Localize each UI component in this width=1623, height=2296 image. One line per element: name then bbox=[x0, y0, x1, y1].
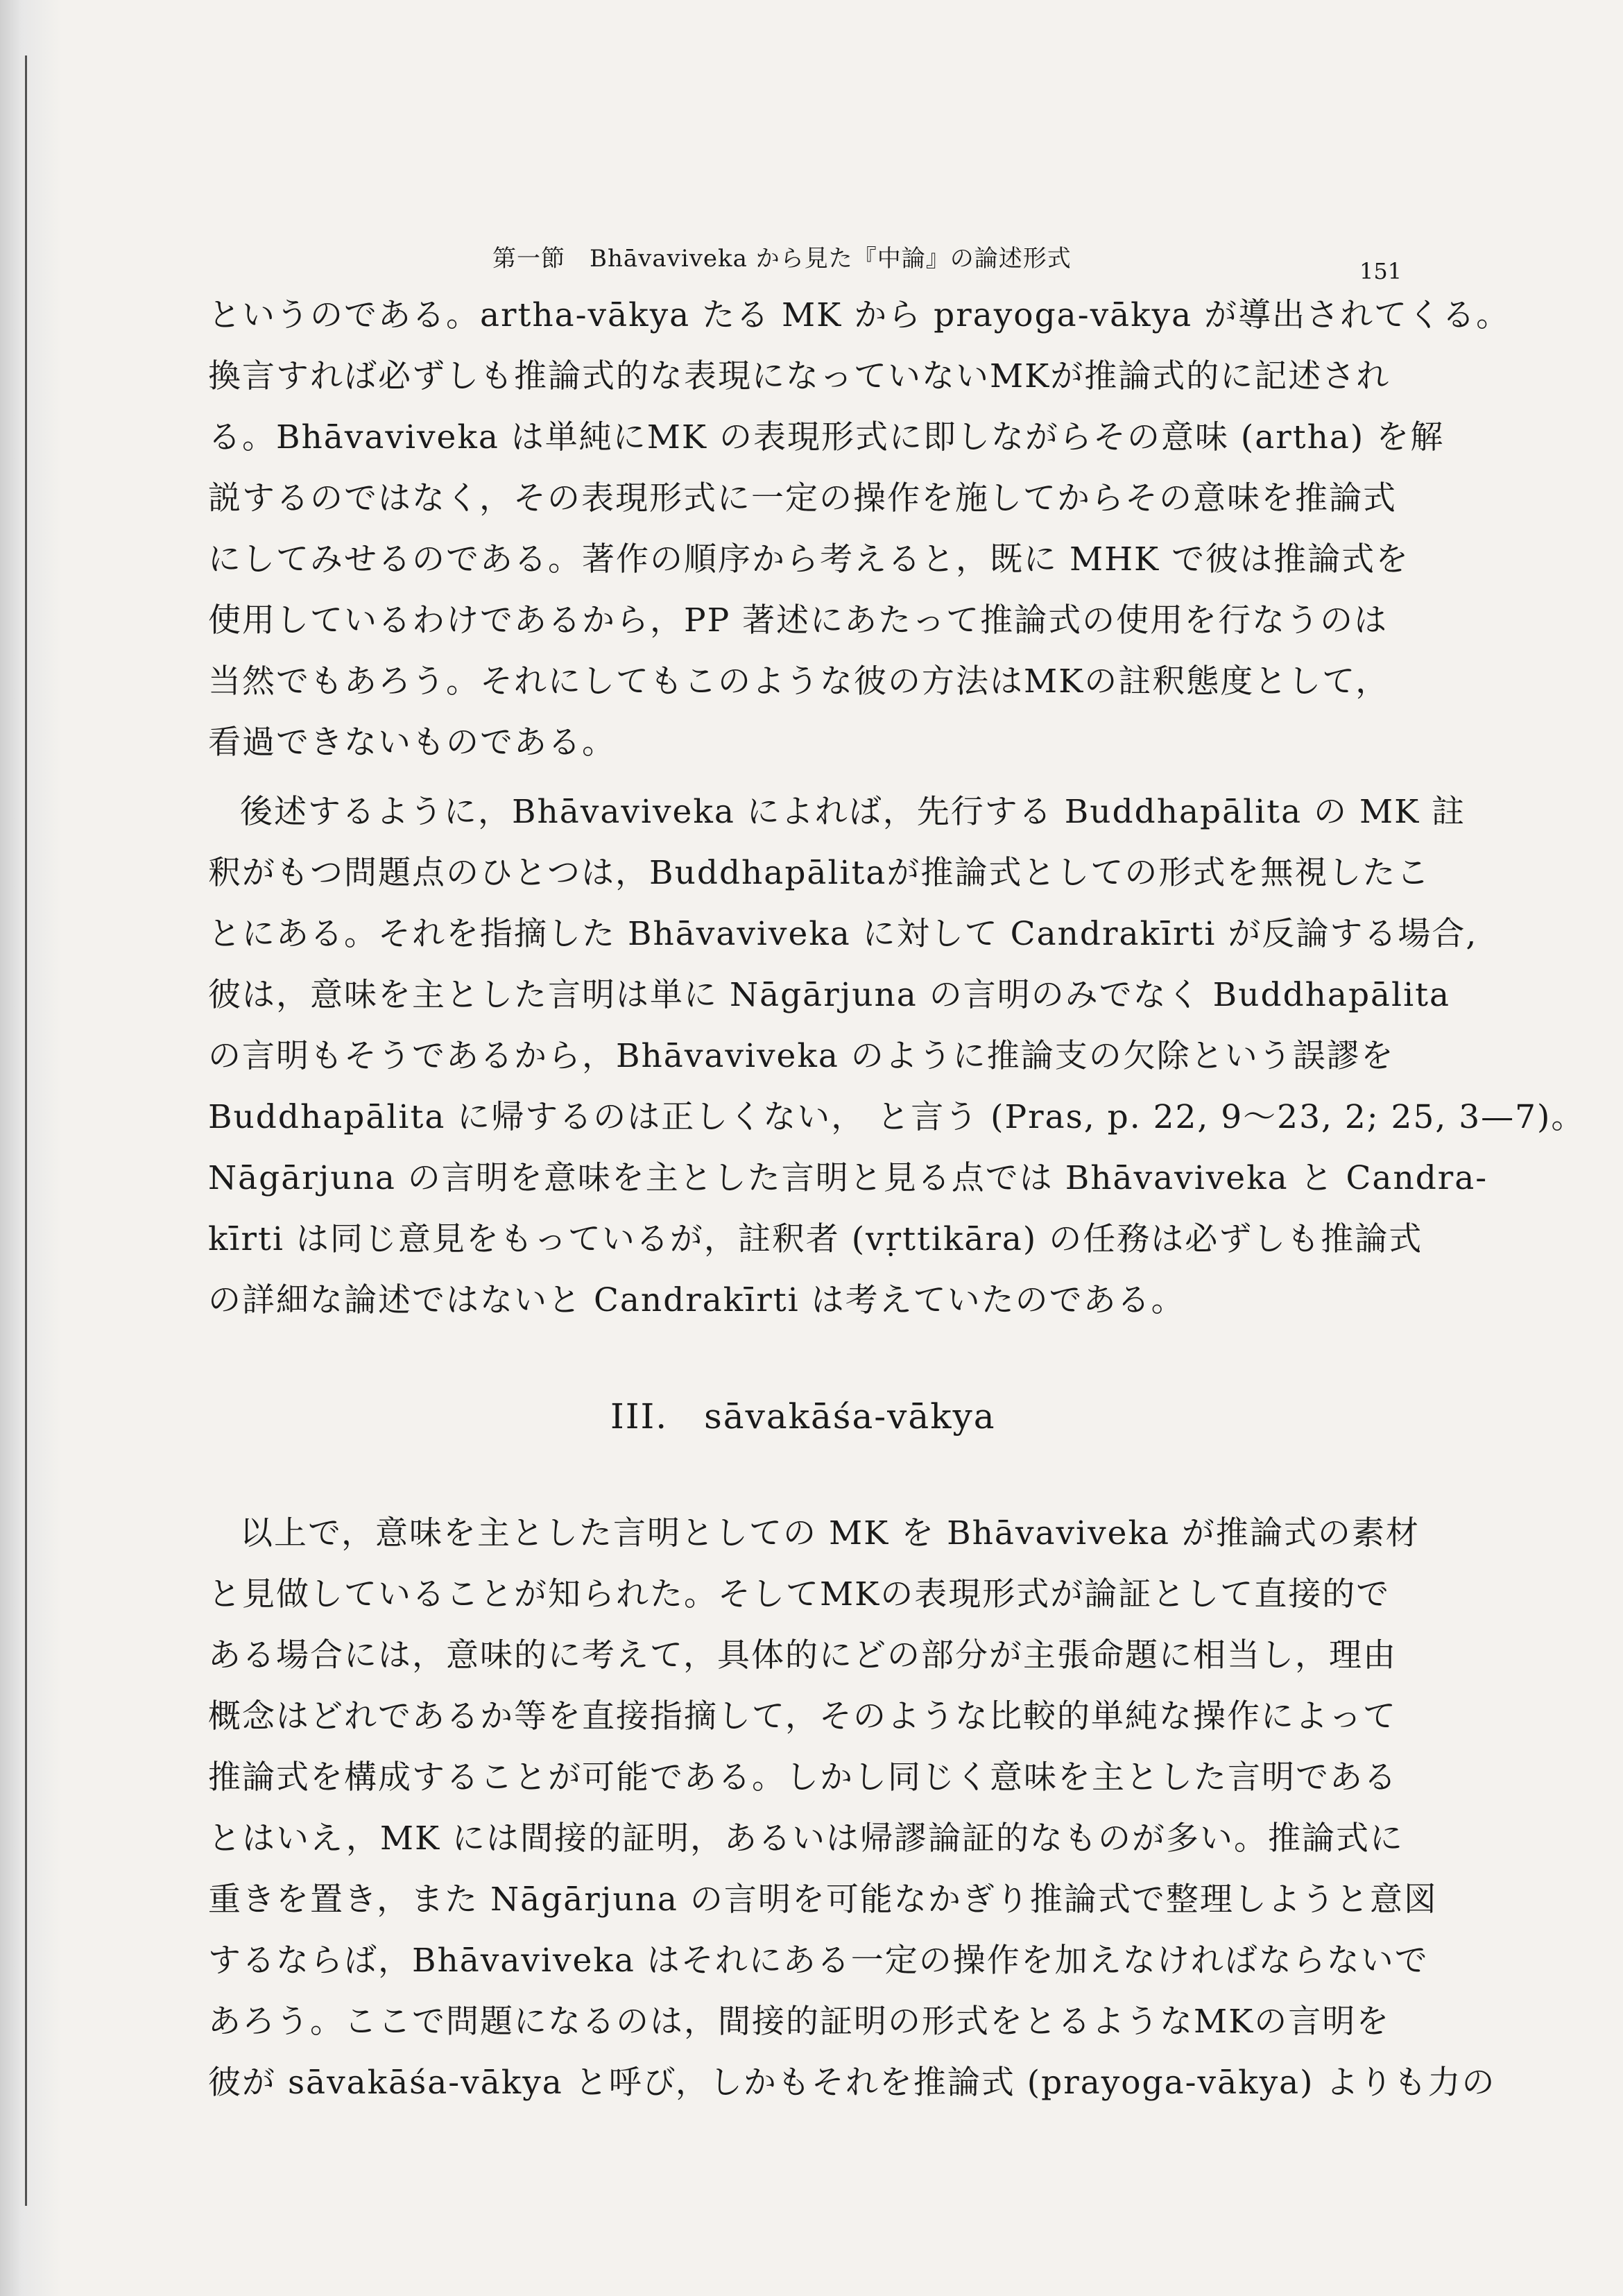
text-line: 説するのではなく，その表現形式に一定の操作を施してからその意味を推論式 bbox=[208, 479, 1398, 517]
text-line: Nāgārjuna の言明を意味を主とした言明と見る点では Bhāvaviveka と Candra- bbox=[208, 1159, 1488, 1197]
running-head: 第一節 Bhāvaviveka から見た『中論』の論述形式 bbox=[492, 245, 1072, 273]
text-line: 看過できないものである。 bbox=[208, 723, 616, 762]
text-line: ある場合には，意味的に考えて，具体的にどの部分が主張命題に相当し，理由 bbox=[208, 1636, 1398, 1674]
text-line: 彼は，意味を主とした言明は単に Nāgārjuna の言明のみでなく Buddhapālita bbox=[208, 976, 1451, 1014]
text-line: というのである。artha-vākya たる MK から prayoga-vākya が導出されてくる。 bbox=[208, 296, 1511, 334]
text-line: 換言すれば必ずしも推論式的な表現になっていないMKが推論式的に記述され bbox=[208, 357, 1391, 395]
text-line: の言明もそうであるから，Bhāvaviveka のように推論支の欠除という誤謬を bbox=[208, 1037, 1395, 1075]
text-line: 後述するように，Bhāvaviveka によれば，先行する Buddhapālita の MK 註 bbox=[240, 793, 1466, 831]
text-line: 概念はどれであるか等を直接指摘して，そのような比較的単純な操作によって bbox=[208, 1697, 1398, 1736]
text-line: の詳細な論述ではないと Candrakīrti は考えていたのである。 bbox=[208, 1281, 1185, 1319]
text-line: る。Bhāvaviveka は単純にMK の表現形式に即しながらその意味 (artha) を解 bbox=[208, 418, 1445, 456]
text-line: と見做していることが知られた。そしてMKの表現形式が論証として直接的で bbox=[208, 1575, 1391, 1613]
page-edge-shadow bbox=[0, 0, 62, 2296]
binding-line bbox=[25, 55, 27, 2206]
text-line: 当然でもあろう。それにしてもこのような彼の方法はMKの註釈態度として， bbox=[208, 662, 1390, 701]
text-line: 以上で，意味を主とした言明としての MK を Bhāvaviveka が推論式の素材 bbox=[240, 1514, 1420, 1552]
text-line: あろう。ここで問題になるのは，間接的証明の形式をとるようなMKの言明を bbox=[208, 2003, 1391, 2041]
text-line: とはいえ，MK には間接的証明，あるいは帰謬論証的なものが多い。推論式に bbox=[208, 1819, 1404, 1858]
text-line: Buddhapālita に帰するのは正しくない， と言う (Pras, p. 22, 9～23, 2; 25, 3—7)。 bbox=[208, 1098, 1586, 1136]
text-line: するならば，Bhāvaviveka はそれにある一定の操作を加えなければならないで bbox=[208, 1942, 1429, 1980]
text-line: 重きを置き，また Nāgārjuna の言明を可能なかぎり推論式で整理しようと意図 bbox=[208, 1881, 1438, 1919]
text-line: とにある。それを指摘した Bhāvaviveka に対して Candrakīrti が反論する場合, bbox=[208, 915, 1478, 953]
text-line: 推論式を構成することが可能である。しかし同じく意味を主とした言明である bbox=[208, 1758, 1398, 1797]
text-line: 彼が sāvakāśa-vākya と呼び，しかもそれを推論式 (prayoga-vākya) よりも力の bbox=[208, 2064, 1496, 2102]
text-line: にしてみせるのである。著作の順序から考えると，既に MHK で彼は推論式を bbox=[208, 540, 1410, 579]
page-number: 151 bbox=[1359, 258, 1402, 284]
section-heading: III. sāvakāśa-vākya bbox=[610, 1396, 996, 1437]
text-line: kīrti は同じ意見をもっているが，註釈者 (vṛttikāra) の任務は必ずしも推論式 bbox=[208, 1220, 1423, 1258]
text-line: 使用しているわけであるから，PP 著述にあたって推論式の使用を行なうのは bbox=[208, 601, 1389, 640]
text-line: 釈がもつ問題点のひとつは，Buddhapālitaが推論式としての形式を無視したこ bbox=[208, 854, 1431, 892]
